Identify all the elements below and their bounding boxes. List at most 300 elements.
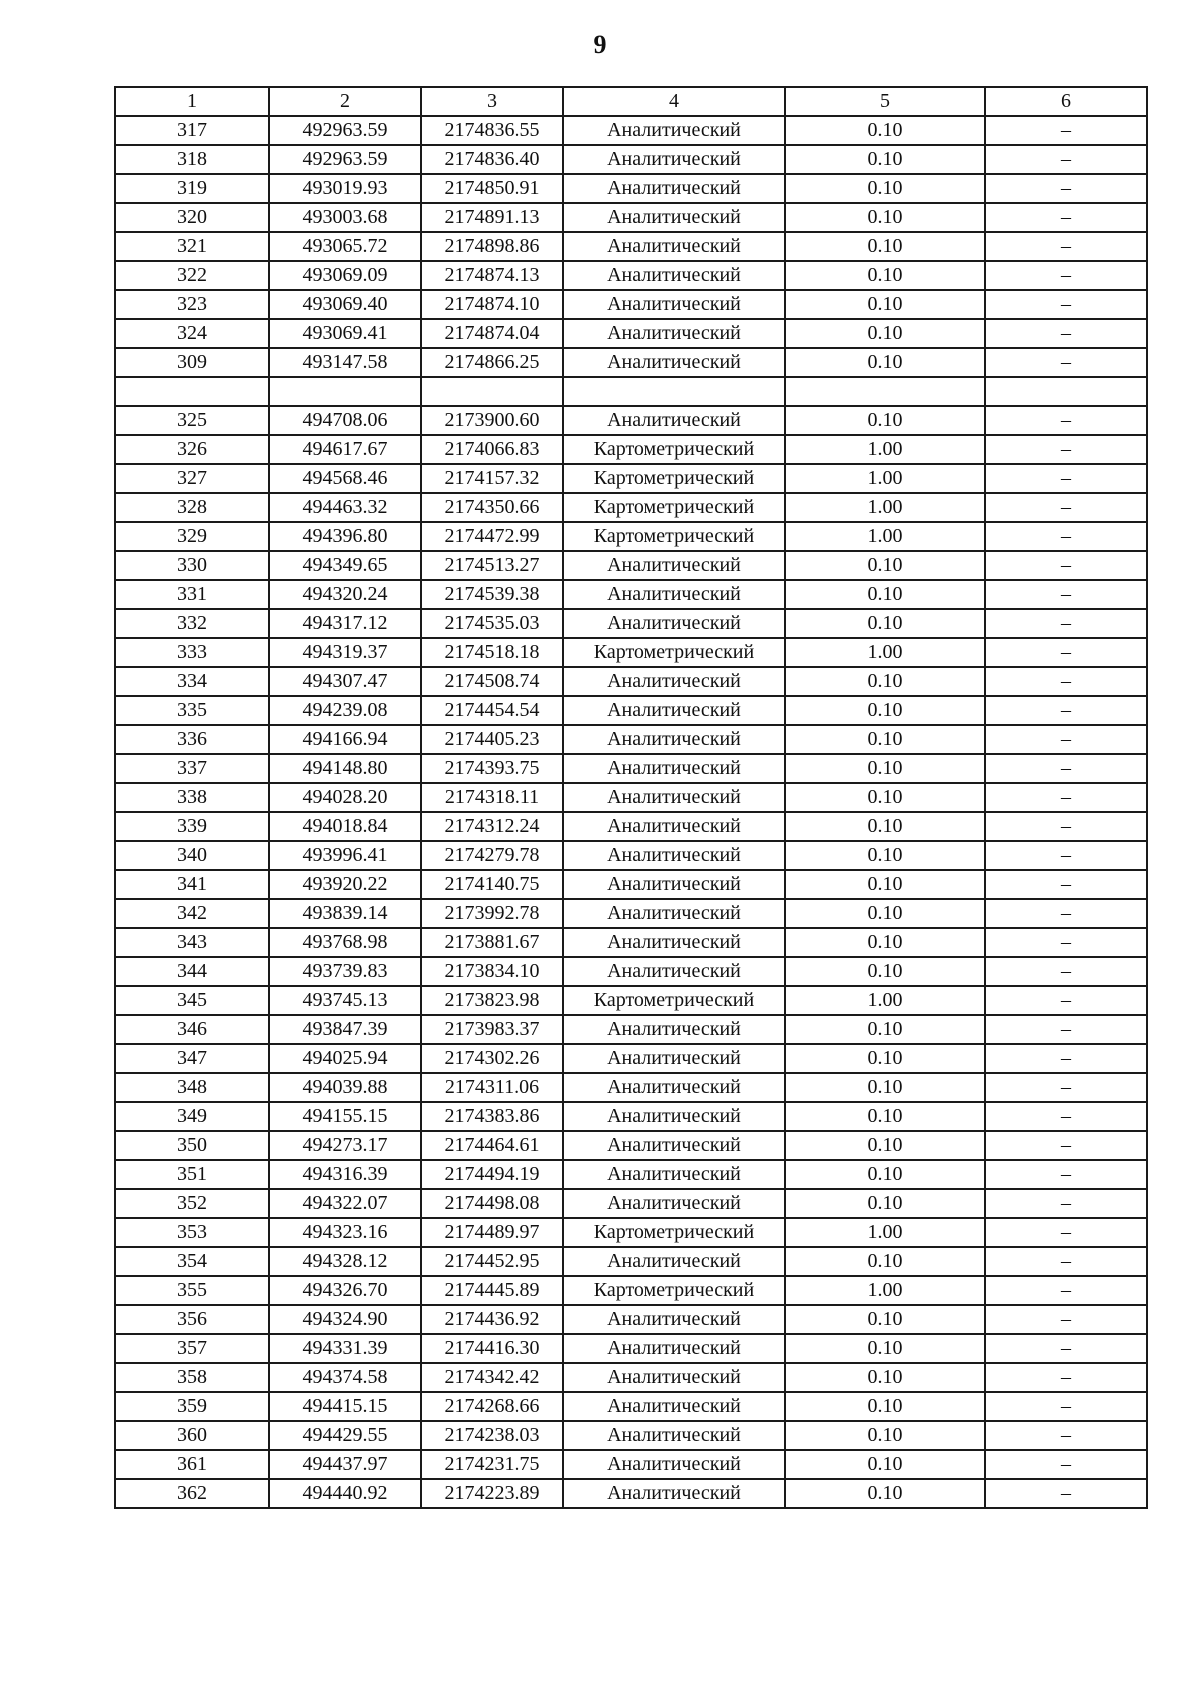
cell-x-coordinate: 493839.14 xyxy=(269,899,421,928)
cell-x-coordinate: 494307.47 xyxy=(269,667,421,696)
table-row xyxy=(115,754,1147,783)
header-cell-1: 1 xyxy=(115,87,269,116)
cell-x-coordinate: 494320.24 xyxy=(269,580,421,609)
cell-x-coordinate: 494028.20 xyxy=(269,783,421,812)
cell-method: Аналитический xyxy=(563,1044,785,1073)
cell-method: Аналитический xyxy=(563,812,785,841)
cell-accuracy: 0.10 xyxy=(785,1392,985,1421)
header-row xyxy=(115,87,1147,116)
cell-y-coordinate: 2174311.06 xyxy=(421,1073,563,1102)
cell-x-coordinate: 494239.08 xyxy=(269,696,421,725)
table-row xyxy=(115,725,1147,754)
cell-point-number: 345 xyxy=(115,986,269,1015)
cell-note: – xyxy=(985,638,1147,667)
cell-method: Аналитический xyxy=(563,319,785,348)
cell-note: – xyxy=(985,493,1147,522)
cell-y-coordinate: 2174318.11 xyxy=(421,783,563,812)
table-row xyxy=(115,957,1147,986)
cell-x-coordinate: 494324.90 xyxy=(269,1305,421,1334)
cell-point-number: 356 xyxy=(115,1305,269,1334)
table-row xyxy=(115,783,1147,812)
cell-accuracy: 0.10 xyxy=(785,812,985,841)
cell-y-coordinate: 2174464.61 xyxy=(421,1131,563,1160)
cell-x-coordinate: 494316.39 xyxy=(269,1160,421,1189)
table-row xyxy=(115,522,1147,551)
table-row xyxy=(115,1276,1147,1305)
cell-x-coordinate: 493768.98 xyxy=(269,928,421,957)
cell-accuracy: 0.10 xyxy=(785,261,985,290)
page-number: 9 xyxy=(593,30,607,59)
table-row xyxy=(115,1160,1147,1189)
cell-point-number: 329 xyxy=(115,522,269,551)
cell-point-number: 327 xyxy=(115,464,269,493)
cell-method: Аналитический xyxy=(563,696,785,725)
cell-note: – xyxy=(985,435,1147,464)
header-cell-3: 3 xyxy=(421,87,563,116)
cell-note: – xyxy=(985,261,1147,290)
cell-y-coordinate: 2174494.19 xyxy=(421,1160,563,1189)
cell-accuracy: 0.10 xyxy=(785,290,985,319)
cell-y-coordinate: 2174489.97 xyxy=(421,1218,563,1247)
cell-y-coordinate: 2174539.38 xyxy=(421,580,563,609)
cell-accuracy: 0.10 xyxy=(785,870,985,899)
cell-y-coordinate: 2174866.25 xyxy=(421,348,563,377)
cell-y-coordinate: 2174312.24 xyxy=(421,812,563,841)
cell-note: – xyxy=(985,1160,1147,1189)
cell-point-number: 341 xyxy=(115,870,269,899)
cell-y-coordinate: 2173881.67 xyxy=(421,928,563,957)
cell-note: – xyxy=(985,464,1147,493)
cell-x-coordinate: 493003.68 xyxy=(269,203,421,232)
cell-method: Картометрический xyxy=(563,638,785,667)
table-row xyxy=(115,1131,1147,1160)
cell-method: Аналитический xyxy=(563,899,785,928)
table-row xyxy=(115,667,1147,696)
cell-note: – xyxy=(985,551,1147,580)
cell-point-number: 362 xyxy=(115,1479,269,1508)
cell-method: Аналитический xyxy=(563,1479,785,1508)
cell-note: – xyxy=(985,1073,1147,1102)
cell-point-number: 334 xyxy=(115,667,269,696)
cell-note: – xyxy=(985,580,1147,609)
cell-x-coordinate: 494273.17 xyxy=(269,1131,421,1160)
cell-accuracy: 0.10 xyxy=(785,232,985,261)
cell-note: – xyxy=(985,667,1147,696)
table-row xyxy=(115,638,1147,667)
table-row xyxy=(115,435,1147,464)
table-row xyxy=(115,1015,1147,1044)
cell-method: Аналитический xyxy=(563,261,785,290)
cell-point-number: 309 xyxy=(115,348,269,377)
table-header xyxy=(115,87,1147,116)
cell-x-coordinate: 494415.15 xyxy=(269,1392,421,1421)
cell-method: Аналитический xyxy=(563,1334,785,1363)
cell-method: Картометрический xyxy=(563,435,785,464)
cell-y-coordinate: 2174342.42 xyxy=(421,1363,563,1392)
cell-accuracy: 0.10 xyxy=(785,957,985,986)
cell-accuracy: 0.10 xyxy=(785,580,985,609)
cell-accuracy: 0.10 xyxy=(785,928,985,957)
cell-point-number: 351 xyxy=(115,1160,269,1189)
cell-x-coordinate: 494025.94 xyxy=(269,1044,421,1073)
cell-point-number: 330 xyxy=(115,551,269,580)
cell-y-coordinate: 2174498.08 xyxy=(421,1189,563,1218)
cell-note: – xyxy=(985,1247,1147,1276)
cell-note: – xyxy=(985,174,1147,203)
cell-note: – xyxy=(985,609,1147,638)
cell-point-number: 361 xyxy=(115,1450,269,1479)
cell-y-coordinate: 2173992.78 xyxy=(421,899,563,928)
cell-accuracy: 0.10 xyxy=(785,1479,985,1508)
table-row xyxy=(115,1247,1147,1276)
cell-x-coordinate: 494349.65 xyxy=(269,551,421,580)
cell-x-coordinate: 494328.12 xyxy=(269,1247,421,1276)
cell-accuracy: 1.00 xyxy=(785,464,985,493)
cell-x-coordinate: 492963.59 xyxy=(269,145,421,174)
cell-accuracy: 0.10 xyxy=(785,319,985,348)
cell-y-coordinate: 2173983.37 xyxy=(421,1015,563,1044)
cell-y-coordinate: 2174066.83 xyxy=(421,435,563,464)
cell-accuracy: 1.00 xyxy=(785,638,985,667)
cell-point-number: 338 xyxy=(115,783,269,812)
table-row xyxy=(115,1479,1147,1508)
cell-method: Аналитический xyxy=(563,754,785,783)
header-cell-4: 4 xyxy=(563,87,785,116)
cell-method: Аналитический xyxy=(563,1363,785,1392)
cell-y-coordinate: 2174350.66 xyxy=(421,493,563,522)
cell-accuracy: 0.10 xyxy=(785,725,985,754)
table-row xyxy=(115,348,1147,377)
cell-y-coordinate: 2174836.40 xyxy=(421,145,563,174)
cell-x-coordinate: 494326.70 xyxy=(269,1276,421,1305)
cell-point-number: 331 xyxy=(115,580,269,609)
cell-accuracy: 0.10 xyxy=(785,1073,985,1102)
cell-accuracy: 0.10 xyxy=(785,1247,985,1276)
cell-x-coordinate: 493147.58 xyxy=(269,348,421,377)
cell-note: – xyxy=(985,812,1147,841)
cell-note: – xyxy=(985,232,1147,261)
cell-method: Аналитический xyxy=(563,1015,785,1044)
cell-note: – xyxy=(985,957,1147,986)
cell-method: Аналитический xyxy=(563,1102,785,1131)
table-row xyxy=(115,609,1147,638)
cell-method: Аналитический xyxy=(563,870,785,899)
cell-point-number: 346 xyxy=(115,1015,269,1044)
cell-point-number: 328 xyxy=(115,493,269,522)
cell-x-coordinate: 494708.06 xyxy=(269,406,421,435)
cell-x-coordinate: 494317.12 xyxy=(269,609,421,638)
cell-y-coordinate: 2173900.60 xyxy=(421,406,563,435)
table-row xyxy=(115,377,1147,406)
cell-x-coordinate: 494166.94 xyxy=(269,725,421,754)
cell-note: – xyxy=(985,1334,1147,1363)
cell-note: – xyxy=(985,725,1147,754)
cell-point-number: 319 xyxy=(115,174,269,203)
cell-point-number: 359 xyxy=(115,1392,269,1421)
cell-note: – xyxy=(985,1102,1147,1131)
table-row xyxy=(115,1392,1147,1421)
cell-point-number: 333 xyxy=(115,638,269,667)
table-body xyxy=(115,116,1147,1508)
cell-note: – xyxy=(985,899,1147,928)
cell-x-coordinate: 493920.22 xyxy=(269,870,421,899)
cell-accuracy: 0.10 xyxy=(785,551,985,580)
cell-note: – xyxy=(985,145,1147,174)
table-row xyxy=(115,116,1147,145)
cell-x-coordinate: 494437.97 xyxy=(269,1450,421,1479)
cell-method: Аналитический xyxy=(563,609,785,638)
cell-note: – xyxy=(985,1421,1147,1450)
table-row xyxy=(115,986,1147,1015)
cell-accuracy: 0.10 xyxy=(785,406,985,435)
cell-note: – xyxy=(985,1363,1147,1392)
table-row xyxy=(115,899,1147,928)
cell-accuracy: 0.10 xyxy=(785,783,985,812)
cell-y-coordinate: 2174472.99 xyxy=(421,522,563,551)
cell-y-coordinate: 2174383.86 xyxy=(421,1102,563,1131)
cell-note xyxy=(985,377,1147,406)
table-row xyxy=(115,812,1147,841)
cell-point-number: 339 xyxy=(115,812,269,841)
cell-method: Картометрический xyxy=(563,1218,785,1247)
table-row xyxy=(115,580,1147,609)
cell-point-number: 320 xyxy=(115,203,269,232)
cell-method: Картометрический xyxy=(563,986,785,1015)
cell-note: – xyxy=(985,754,1147,783)
cell-point-number: 317 xyxy=(115,116,269,145)
cell-point-number: 344 xyxy=(115,957,269,986)
cell-note: – xyxy=(985,1392,1147,1421)
cell-point-number: 354 xyxy=(115,1247,269,1276)
cell-accuracy: 0.10 xyxy=(785,841,985,870)
cell-accuracy: 1.00 xyxy=(785,435,985,464)
cell-accuracy: 0.10 xyxy=(785,1421,985,1450)
cell-note: – xyxy=(985,1450,1147,1479)
header-cell-2: 2 xyxy=(269,87,421,116)
cell-method: Аналитический xyxy=(563,1189,785,1218)
cell-method: Аналитический xyxy=(563,1247,785,1276)
cell-x-coordinate: 493847.39 xyxy=(269,1015,421,1044)
cell-method: Аналитический xyxy=(563,1392,785,1421)
cell-accuracy: 0.10 xyxy=(785,174,985,203)
table-row xyxy=(115,406,1147,435)
cell-y-coordinate: 2174405.23 xyxy=(421,725,563,754)
cell-point-number: 349 xyxy=(115,1102,269,1131)
cell-point-number: 347 xyxy=(115,1044,269,1073)
cell-point-number xyxy=(115,377,269,406)
cell-point-number: 318 xyxy=(115,145,269,174)
cell-point-number: 323 xyxy=(115,290,269,319)
cell-method: Аналитический xyxy=(563,667,785,696)
cell-accuracy: 0.10 xyxy=(785,609,985,638)
cell-y-coordinate: 2174874.13 xyxy=(421,261,563,290)
cell-point-number: 335 xyxy=(115,696,269,725)
cell-y-coordinate: 2174157.32 xyxy=(421,464,563,493)
cell-note: – xyxy=(985,696,1147,725)
cell-note: – xyxy=(985,783,1147,812)
table-row xyxy=(115,1102,1147,1131)
cell-point-number: 343 xyxy=(115,928,269,957)
cell-y-coordinate xyxy=(421,377,563,406)
cell-accuracy: 0.10 xyxy=(785,1015,985,1044)
cell-method: Аналитический xyxy=(563,841,785,870)
cell-accuracy: 0.10 xyxy=(785,1363,985,1392)
cell-accuracy: 1.00 xyxy=(785,522,985,551)
header-cell-6: 6 xyxy=(985,87,1147,116)
cell-note: – xyxy=(985,203,1147,232)
cell-x-coordinate: 494039.88 xyxy=(269,1073,421,1102)
cell-x-coordinate: 493069.40 xyxy=(269,290,421,319)
cell-note: – xyxy=(985,522,1147,551)
cell-point-number: 337 xyxy=(115,754,269,783)
cell-accuracy: 0.10 xyxy=(785,116,985,145)
cell-method: Картометрический xyxy=(563,1276,785,1305)
cell-method: Аналитический xyxy=(563,725,785,754)
cell-x-coordinate: 494322.07 xyxy=(269,1189,421,1218)
cell-point-number: 322 xyxy=(115,261,269,290)
table-row xyxy=(115,261,1147,290)
cell-accuracy: 0.10 xyxy=(785,754,985,783)
cell-method: Аналитический xyxy=(563,551,785,580)
cell-method: Картометрический xyxy=(563,464,785,493)
cell-x-coordinate: 494155.15 xyxy=(269,1102,421,1131)
cell-accuracy: 0.10 xyxy=(785,1102,985,1131)
cell-note: – xyxy=(985,928,1147,957)
table-row xyxy=(115,1305,1147,1334)
cell-note: – xyxy=(985,116,1147,145)
cell-x-coordinate: 494319.37 xyxy=(269,638,421,667)
cell-x-coordinate: 494568.46 xyxy=(269,464,421,493)
header-cell-5: 5 xyxy=(785,87,985,116)
cell-point-number: 326 xyxy=(115,435,269,464)
cell-note: – xyxy=(985,1479,1147,1508)
cell-y-coordinate: 2174238.03 xyxy=(421,1421,563,1450)
cell-y-coordinate: 2174535.03 xyxy=(421,609,563,638)
cell-point-number: 321 xyxy=(115,232,269,261)
cell-method: Аналитический xyxy=(563,232,785,261)
table-row xyxy=(115,1218,1147,1247)
cell-method: Аналитический xyxy=(563,348,785,377)
cell-point-number: 358 xyxy=(115,1363,269,1392)
cell-method: Аналитический xyxy=(563,1421,785,1450)
cell-note: – xyxy=(985,986,1147,1015)
cell-y-coordinate: 2174302.26 xyxy=(421,1044,563,1073)
cell-point-number: 360 xyxy=(115,1421,269,1450)
cell-x-coordinate: 493745.13 xyxy=(269,986,421,1015)
table-row xyxy=(115,1363,1147,1392)
cell-y-coordinate: 2174508.74 xyxy=(421,667,563,696)
cell-x-coordinate: 492963.59 xyxy=(269,116,421,145)
table-row xyxy=(115,1073,1147,1102)
table-row xyxy=(115,928,1147,957)
cell-x-coordinate: 493065.72 xyxy=(269,232,421,261)
cell-y-coordinate: 2174836.55 xyxy=(421,116,563,145)
cell-x-coordinate: 494429.55 xyxy=(269,1421,421,1450)
table-row xyxy=(115,1450,1147,1479)
cell-accuracy: 0.10 xyxy=(785,1450,985,1479)
cell-x-coordinate: 494148.80 xyxy=(269,754,421,783)
cell-y-coordinate: 2174452.95 xyxy=(421,1247,563,1276)
cell-point-number: 355 xyxy=(115,1276,269,1305)
cell-accuracy: 0.10 xyxy=(785,1305,985,1334)
cell-method xyxy=(563,377,785,406)
table-row xyxy=(115,290,1147,319)
table-row xyxy=(115,145,1147,174)
cell-x-coordinate: 494617.67 xyxy=(269,435,421,464)
cell-note: – xyxy=(985,1276,1147,1305)
table-row xyxy=(115,203,1147,232)
table-row xyxy=(115,1044,1147,1073)
cell-x-coordinate: 494396.80 xyxy=(269,522,421,551)
cell-y-coordinate: 2174393.75 xyxy=(421,754,563,783)
cell-method: Аналитический xyxy=(563,406,785,435)
cell-note: – xyxy=(985,406,1147,435)
cell-point-number: 336 xyxy=(115,725,269,754)
cell-x-coordinate: 494440.92 xyxy=(269,1479,421,1508)
cell-accuracy: 0.10 xyxy=(785,1131,985,1160)
cell-method: Аналитический xyxy=(563,1160,785,1189)
table-row xyxy=(115,841,1147,870)
cell-y-coordinate: 2174513.27 xyxy=(421,551,563,580)
cell-y-coordinate: 2174140.75 xyxy=(421,870,563,899)
cell-x-coordinate: 494374.58 xyxy=(269,1363,421,1392)
cell-point-number: 353 xyxy=(115,1218,269,1247)
cell-note: – xyxy=(985,1131,1147,1160)
cell-x-coordinate xyxy=(269,377,421,406)
table-row xyxy=(115,551,1147,580)
cell-point-number: 348 xyxy=(115,1073,269,1102)
cell-x-coordinate: 494323.16 xyxy=(269,1218,421,1247)
table-row xyxy=(115,232,1147,261)
cell-point-number: 340 xyxy=(115,841,269,870)
cell-y-coordinate: 2174891.13 xyxy=(421,203,563,232)
cell-accuracy: 1.00 xyxy=(785,1276,985,1305)
cell-note: – xyxy=(985,1015,1147,1044)
cell-accuracy: 0.10 xyxy=(785,1044,985,1073)
cell-method: Аналитический xyxy=(563,928,785,957)
cell-method: Аналитический xyxy=(563,1450,785,1479)
cell-x-coordinate: 493069.41 xyxy=(269,319,421,348)
cell-y-coordinate: 2173834.10 xyxy=(421,957,563,986)
cell-y-coordinate: 2174518.18 xyxy=(421,638,563,667)
cell-point-number: 332 xyxy=(115,609,269,638)
cell-note: – xyxy=(985,1218,1147,1247)
cell-method: Аналитический xyxy=(563,1131,785,1160)
table-row xyxy=(115,1334,1147,1363)
cell-x-coordinate: 493739.83 xyxy=(269,957,421,986)
cell-note: – xyxy=(985,841,1147,870)
table-row xyxy=(115,696,1147,725)
cell-point-number: 352 xyxy=(115,1189,269,1218)
cell-accuracy: 0.10 xyxy=(785,1334,985,1363)
table-row xyxy=(115,174,1147,203)
cell-point-number: 342 xyxy=(115,899,269,928)
cell-accuracy: 0.10 xyxy=(785,696,985,725)
cell-point-number: 357 xyxy=(115,1334,269,1363)
cell-accuracy: 0.10 xyxy=(785,145,985,174)
table-row xyxy=(115,870,1147,899)
table-row xyxy=(115,319,1147,348)
cell-x-coordinate: 493069.09 xyxy=(269,261,421,290)
cell-method: Аналитический xyxy=(563,580,785,609)
cell-method: Аналитический xyxy=(563,290,785,319)
cell-y-coordinate: 2174850.91 xyxy=(421,174,563,203)
cell-point-number: 350 xyxy=(115,1131,269,1160)
cell-accuracy xyxy=(785,377,985,406)
cell-accuracy: 0.10 xyxy=(785,899,985,928)
cell-method: Аналитический xyxy=(563,174,785,203)
cell-x-coordinate: 493996.41 xyxy=(269,841,421,870)
